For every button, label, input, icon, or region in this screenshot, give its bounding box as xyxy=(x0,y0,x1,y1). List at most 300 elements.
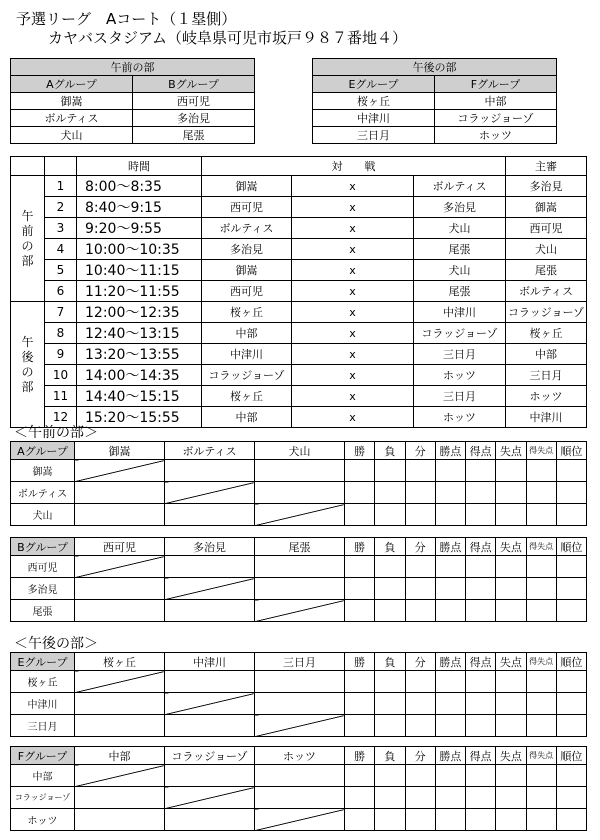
stat-cell xyxy=(375,787,405,809)
home-team: 桜ヶ丘 xyxy=(202,386,292,407)
stat-cell xyxy=(435,578,465,600)
result-cell xyxy=(75,578,165,600)
stat-cell xyxy=(526,482,556,504)
opponent-header: ボルティス xyxy=(165,442,255,460)
match-number: 3 xyxy=(45,218,77,239)
stat-header: 勝 xyxy=(345,653,375,671)
result-cell xyxy=(165,600,255,622)
vs-mark: x xyxy=(292,386,414,407)
referee: 犬山 xyxy=(506,239,587,260)
team-name: ボルティス xyxy=(11,482,75,504)
stat-cell xyxy=(526,578,556,600)
league-row xyxy=(11,600,587,622)
home-team: 西可児 xyxy=(202,281,292,302)
opponent-header: コラッジョーゾ xyxy=(165,747,255,765)
home-team: 御嵩 xyxy=(202,176,292,197)
stat-cell xyxy=(526,715,556,737)
team-cell: 三日月 xyxy=(313,127,435,144)
stat-cell xyxy=(345,482,375,504)
stat-cell xyxy=(496,578,526,600)
league-table xyxy=(10,537,587,622)
league-row xyxy=(11,715,587,737)
referee: 御嵩 xyxy=(506,197,587,218)
venue-title: カヤバスタジアム（岐阜県可児市坂戸９８７番地４） xyxy=(48,29,407,47)
league-row xyxy=(11,504,587,526)
result-cell xyxy=(255,765,345,787)
group-b-header: Bグループ xyxy=(133,76,255,93)
schedule-row xyxy=(11,218,587,239)
away-team: 犬山 xyxy=(414,260,506,281)
team-name: 中部 xyxy=(11,765,75,787)
result-cell xyxy=(165,765,255,787)
stat-header: 分 xyxy=(405,747,435,765)
result-cell xyxy=(165,504,255,526)
result-cell xyxy=(165,809,255,831)
stat-cell xyxy=(496,715,526,737)
match-number: 1 xyxy=(45,176,77,197)
stat-cell xyxy=(466,765,496,787)
stat-header: 失点 xyxy=(496,653,526,671)
match-time: 9:20～9:55 xyxy=(77,218,202,239)
stat-cell xyxy=(556,809,586,831)
home-team: 桜ヶ丘 xyxy=(202,302,292,323)
league-row xyxy=(11,809,587,831)
stat-header: 負 xyxy=(375,442,405,460)
stat-cell xyxy=(345,556,375,578)
opponent-header: 御嵩 xyxy=(75,442,165,460)
schedule-row xyxy=(11,197,587,218)
group-name: Fグループ xyxy=(11,747,75,765)
stat-cell xyxy=(526,693,556,715)
vs-mark: x xyxy=(292,239,414,260)
stat-header: 得点 xyxy=(466,538,496,556)
away-team: ホッツ xyxy=(414,365,506,386)
stat-cell xyxy=(435,504,465,526)
page-title: 予選リーグ Aコート（１塁側） xyxy=(16,10,237,28)
league-row xyxy=(11,460,587,482)
match-time: 13:20～13:55 xyxy=(77,344,202,365)
stat-header: 順位 xyxy=(556,538,586,556)
match-number: 5 xyxy=(45,260,77,281)
schedule-row xyxy=(11,323,587,344)
vs-mark: x xyxy=(292,260,414,281)
match-time: 15:20～15:55 xyxy=(77,407,202,428)
result-cell xyxy=(165,460,255,482)
pm-side-label: 午後の部 xyxy=(11,302,45,428)
stat-header: 順位 xyxy=(556,442,586,460)
stat-header: 失点 xyxy=(496,442,526,460)
league-row xyxy=(11,693,587,715)
team-name: 西可児 xyxy=(11,556,75,578)
stat-cell xyxy=(526,460,556,482)
stat-header: 得失点 xyxy=(526,653,556,671)
away-team: 三日月 xyxy=(414,386,506,407)
match-number: 7 xyxy=(45,302,77,323)
stat-cell xyxy=(435,809,465,831)
team-name: 犬山 xyxy=(11,504,75,526)
stat-cell xyxy=(405,671,435,693)
away-team: 多治見 xyxy=(414,197,506,218)
result-cell xyxy=(255,693,345,715)
team-name: 多治見 xyxy=(11,578,75,600)
stat-cell xyxy=(526,504,556,526)
result-cell xyxy=(75,809,165,831)
referee: 三日月 xyxy=(506,365,587,386)
group-e-header: Eグループ xyxy=(313,76,435,93)
stat-cell xyxy=(556,693,586,715)
stat-cell xyxy=(345,693,375,715)
league-table xyxy=(10,652,587,737)
stat-cell xyxy=(556,556,586,578)
diagonal-cell xyxy=(75,556,165,578)
home-team: 多治見 xyxy=(202,239,292,260)
stat-cell xyxy=(375,482,405,504)
stat-header: 得失点 xyxy=(526,442,556,460)
stat-cell xyxy=(466,504,496,526)
stat-cell xyxy=(435,765,465,787)
result-cell xyxy=(75,715,165,737)
referee: コラッジョーゾ xyxy=(506,302,587,323)
stat-header: 勝 xyxy=(345,442,375,460)
team-name: 御嵩 xyxy=(11,460,75,482)
vs-mark: x xyxy=(292,302,414,323)
stat-cell xyxy=(466,556,496,578)
stat-cell xyxy=(435,482,465,504)
stat-cell xyxy=(375,765,405,787)
result-cell xyxy=(255,482,345,504)
opponent-header: ホッツ xyxy=(255,747,345,765)
schedule-row xyxy=(11,344,587,365)
match-time: 8:40～9:15 xyxy=(77,197,202,218)
opponent-header: 多治見 xyxy=(165,538,255,556)
stat-header: 分 xyxy=(405,442,435,460)
groups-am-header: 午前の部 xyxy=(11,59,255,76)
stat-header: 勝点 xyxy=(435,653,465,671)
away-team: コラッジョーゾ xyxy=(414,323,506,344)
home-team: 中部 xyxy=(202,407,292,428)
stat-header: 失点 xyxy=(496,747,526,765)
team-cell: 中津川 xyxy=(313,110,435,127)
stat-cell xyxy=(496,671,526,693)
stat-cell xyxy=(435,600,465,622)
stat-cell xyxy=(435,787,465,809)
result-cell xyxy=(75,504,165,526)
match-number: 8 xyxy=(45,323,77,344)
home-team: 中津川 xyxy=(202,344,292,365)
away-team: 犬山 xyxy=(414,218,506,239)
stat-cell xyxy=(405,765,435,787)
match-number: 9 xyxy=(45,344,77,365)
stat-header: 負 xyxy=(375,653,405,671)
am-side-label: 午前の部 xyxy=(11,176,45,302)
stat-cell xyxy=(435,715,465,737)
match-number: 2 xyxy=(45,197,77,218)
time-header: 時間 xyxy=(77,157,202,176)
stat-header: 勝 xyxy=(345,747,375,765)
diagonal-cell xyxy=(255,715,345,737)
result-cell xyxy=(75,482,165,504)
home-team: ボルティス xyxy=(202,218,292,239)
vs-mark: x xyxy=(292,218,414,239)
groups-am-table xyxy=(10,58,255,144)
stat-cell xyxy=(405,693,435,715)
opponent-header: 中津川 xyxy=(165,653,255,671)
group-name: Aグループ xyxy=(11,442,75,460)
diagonal-cell xyxy=(255,504,345,526)
match-time: 14:40～15:15 xyxy=(77,386,202,407)
stat-cell xyxy=(466,671,496,693)
away-team: 尾張 xyxy=(414,239,506,260)
stat-cell xyxy=(345,787,375,809)
away-team: ホッツ xyxy=(414,407,506,428)
stat-header: 勝点 xyxy=(435,747,465,765)
stat-cell xyxy=(375,693,405,715)
stat-header: 得失点 xyxy=(526,747,556,765)
referee: 桜ヶ丘 xyxy=(506,323,587,344)
referee: 中津川 xyxy=(506,407,587,428)
stat-cell xyxy=(496,504,526,526)
referee: ホッツ xyxy=(506,386,587,407)
stat-cell xyxy=(556,765,586,787)
stat-cell xyxy=(375,556,405,578)
stat-cell xyxy=(405,556,435,578)
match-time: 10:40～11:15 xyxy=(77,260,202,281)
match-time: 14:00～14:35 xyxy=(77,365,202,386)
match-number: 6 xyxy=(45,281,77,302)
result-cell xyxy=(165,556,255,578)
stat-cell xyxy=(466,482,496,504)
group-name: Eグループ xyxy=(11,653,75,671)
stat-cell xyxy=(556,578,586,600)
stat-cell xyxy=(496,809,526,831)
stat-cell xyxy=(405,460,435,482)
stat-header: 負 xyxy=(375,747,405,765)
stat-cell xyxy=(526,787,556,809)
stat-cell xyxy=(496,556,526,578)
group-f-header: Fグループ xyxy=(435,76,557,93)
stat-cell xyxy=(556,715,586,737)
stat-cell xyxy=(435,556,465,578)
pm-heading: ＜午後の部＞ xyxy=(14,636,98,652)
match-number: 11 xyxy=(45,386,77,407)
stat-cell xyxy=(435,460,465,482)
schedule-row xyxy=(11,260,587,281)
stat-cell xyxy=(405,600,435,622)
stat-header: 失点 xyxy=(496,538,526,556)
stat-header: 得点 xyxy=(466,653,496,671)
result-cell xyxy=(255,556,345,578)
stat-cell xyxy=(405,809,435,831)
team-cell: 御嵩 xyxy=(11,93,133,110)
match-time: 12:00～12:35 xyxy=(77,302,202,323)
referee-header: 主審 xyxy=(506,157,587,176)
away-team: ボルティス xyxy=(414,176,506,197)
stat-cell xyxy=(496,482,526,504)
diagonal-cell xyxy=(255,809,345,831)
team-name: 桜ヶ丘 xyxy=(11,671,75,693)
diagonal-cell xyxy=(165,482,255,504)
match-time: 12:40～13:15 xyxy=(77,323,202,344)
stat-cell xyxy=(466,787,496,809)
opponent-header: 中部 xyxy=(75,747,165,765)
vs-mark: x xyxy=(292,323,414,344)
stat-cell xyxy=(526,556,556,578)
match-number: 10 xyxy=(45,365,77,386)
home-team: 御嵩 xyxy=(202,260,292,281)
team-name: コラッジョーゾ xyxy=(11,787,75,809)
league-table xyxy=(10,441,587,526)
schedule-row xyxy=(11,302,587,323)
group-a-header: Aグループ xyxy=(11,76,133,93)
diagonal-cell xyxy=(255,600,345,622)
schedule-row xyxy=(11,386,587,407)
stat-header: 分 xyxy=(405,538,435,556)
stat-cell xyxy=(526,671,556,693)
schedule-row xyxy=(11,365,587,386)
stat-header: 得点 xyxy=(466,747,496,765)
referee: 尾張 xyxy=(506,260,587,281)
away-team: 尾張 xyxy=(414,281,506,302)
am-heading: ＜午前の部＞ xyxy=(14,425,98,441)
stat-cell xyxy=(556,504,586,526)
schedule-row xyxy=(11,176,587,197)
result-cell xyxy=(75,600,165,622)
stat-cell xyxy=(435,671,465,693)
stat-header: 勝点 xyxy=(435,442,465,460)
referee: ボルティス xyxy=(506,281,587,302)
schedule-row xyxy=(11,281,587,302)
team-name: 尾張 xyxy=(11,600,75,622)
away-team: 三日月 xyxy=(414,344,506,365)
league-table xyxy=(10,746,587,831)
vs-mark: x xyxy=(292,365,414,386)
team-cell: ボルティス xyxy=(11,110,133,127)
league-row xyxy=(11,482,587,504)
stat-cell xyxy=(556,787,586,809)
match-number: 12 xyxy=(45,407,77,428)
stat-header: 分 xyxy=(405,653,435,671)
team-cell: コラッジョーゾ xyxy=(435,110,557,127)
opponent-header: 三日月 xyxy=(255,653,345,671)
team-name: 三日月 xyxy=(11,715,75,737)
result-cell xyxy=(165,671,255,693)
vs-mark: x xyxy=(292,344,414,365)
schedule-table xyxy=(10,156,587,428)
stat-cell xyxy=(496,765,526,787)
opponent-header: 桜ヶ丘 xyxy=(75,653,165,671)
stat-cell xyxy=(496,693,526,715)
stat-cell xyxy=(405,787,435,809)
stat-cell xyxy=(556,482,586,504)
home-team: 中部 xyxy=(202,323,292,344)
diagonal-cell xyxy=(75,671,165,693)
home-team: 西可児 xyxy=(202,197,292,218)
stat-cell xyxy=(345,578,375,600)
referee: 西可児 xyxy=(506,218,587,239)
stat-cell xyxy=(345,600,375,622)
team-name: 中津川 xyxy=(11,693,75,715)
stat-cell xyxy=(345,715,375,737)
stat-cell xyxy=(375,600,405,622)
groups-pm-table xyxy=(312,58,557,144)
diagonal-cell xyxy=(165,693,255,715)
stat-header: 得失点 xyxy=(526,538,556,556)
stat-cell xyxy=(405,504,435,526)
team-cell: 中部 xyxy=(435,93,557,110)
league-row xyxy=(11,765,587,787)
team-cell: 多治見 xyxy=(133,110,255,127)
opponent-header: 尾張 xyxy=(255,538,345,556)
stat-cell xyxy=(405,482,435,504)
stat-cell xyxy=(405,578,435,600)
stat-cell xyxy=(375,460,405,482)
match-time: 8:00～8:35 xyxy=(77,176,202,197)
stat-header: 順位 xyxy=(556,747,586,765)
referee: 多治見 xyxy=(506,176,587,197)
vs-mark: x xyxy=(292,176,414,197)
opponent-header: 西可児 xyxy=(75,538,165,556)
match-time: 10:00～10:35 xyxy=(77,239,202,260)
stat-cell xyxy=(466,578,496,600)
stat-cell xyxy=(435,693,465,715)
stat-cell xyxy=(466,460,496,482)
vs-mark: x xyxy=(292,197,414,218)
group-name: Bグループ xyxy=(11,538,75,556)
league-row xyxy=(11,578,587,600)
stat-cell xyxy=(345,765,375,787)
stat-cell xyxy=(556,600,586,622)
stat-cell xyxy=(405,715,435,737)
opponent-header: 犬山 xyxy=(255,442,345,460)
team-cell: 尾張 xyxy=(133,127,255,144)
stat-header: 負 xyxy=(375,538,405,556)
diagonal-cell xyxy=(75,460,165,482)
away-team: 中津川 xyxy=(414,302,506,323)
stat-cell xyxy=(375,809,405,831)
stat-cell xyxy=(345,671,375,693)
diagonal-cell xyxy=(165,787,255,809)
league-row xyxy=(11,787,587,809)
home-team: コラッジョーゾ xyxy=(202,365,292,386)
stat-cell xyxy=(375,504,405,526)
stat-cell xyxy=(496,460,526,482)
stat-cell xyxy=(556,460,586,482)
stat-cell xyxy=(466,715,496,737)
stat-cell xyxy=(375,578,405,600)
diagonal-cell xyxy=(75,765,165,787)
vs-mark: x xyxy=(292,407,414,428)
groups-pm-header: 午後の部 xyxy=(313,59,557,76)
stat-header: 勝 xyxy=(345,538,375,556)
team-cell: 犬山 xyxy=(11,127,133,144)
stat-cell xyxy=(496,787,526,809)
stat-header: 得点 xyxy=(466,442,496,460)
match-time: 11:20～11:55 xyxy=(77,281,202,302)
stat-header: 勝点 xyxy=(435,538,465,556)
referee: 中部 xyxy=(506,344,587,365)
result-cell xyxy=(75,693,165,715)
result-cell xyxy=(255,578,345,600)
stat-cell xyxy=(526,600,556,622)
team-cell: ホッツ xyxy=(435,127,557,144)
stat-cell xyxy=(496,600,526,622)
result-cell xyxy=(165,715,255,737)
match-number: 4 xyxy=(45,239,77,260)
stat-cell xyxy=(345,504,375,526)
stat-cell xyxy=(466,809,496,831)
result-cell xyxy=(255,460,345,482)
stat-cell xyxy=(345,460,375,482)
